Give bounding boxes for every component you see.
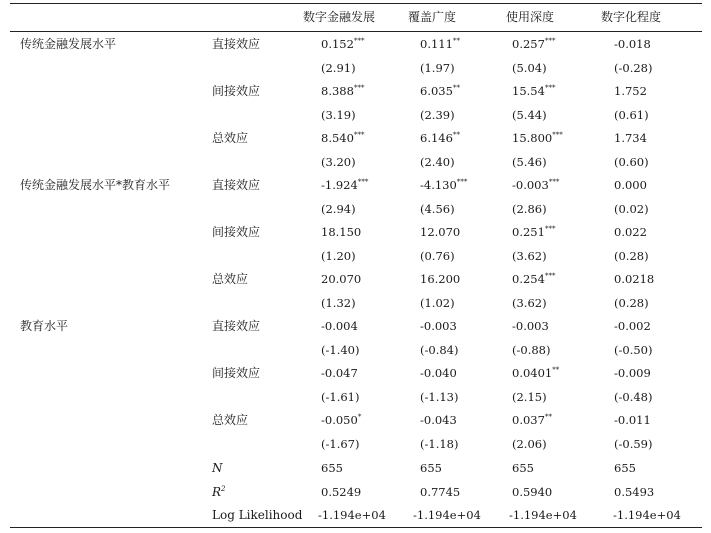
estimate-cell: 6.035** — [420, 84, 460, 98]
stat-value: 0.7745 — [420, 485, 461, 499]
t-stat-cell: (0.02) — [614, 202, 649, 216]
table-bottom-rule — [10, 527, 702, 528]
col-header-coverage-breadth: 覆盖广度 — [408, 10, 457, 24]
t-stat-cell: (-1.18) — [420, 437, 459, 451]
effect-label: 直接效应 — [212, 319, 261, 333]
t-stat-cell: (-1.67) — [321, 437, 360, 451]
t-stat-cell: (-0.50) — [614, 343, 653, 357]
group-label: 传统金融发展水平*教育水平 — [20, 178, 171, 192]
t-stat-cell: (2.40) — [420, 155, 455, 169]
t-stat-cell: (-0.59) — [614, 437, 653, 451]
t-stat-cell: (3.62) — [512, 249, 547, 263]
t-stat-cell: (2.86) — [512, 202, 547, 216]
estimate-cell: -0.040 — [420, 366, 457, 380]
estimate-cell: -0.003 — [512, 319, 549, 333]
t-stat-cell: (0.61) — [614, 108, 649, 122]
t-stat-cell: (1.32) — [321, 296, 356, 310]
t-stat-cell: (5.46) — [512, 155, 547, 169]
significance-stars: *** — [548, 178, 560, 186]
estimate-cell: 0.152*** — [321, 37, 365, 51]
estimate-cell: 0.254*** — [512, 272, 556, 286]
stat-value: -1.194e+04 — [509, 508, 577, 522]
t-stat-cell: (0.28) — [614, 296, 649, 310]
estimate-cell: 0.0218 — [614, 272, 655, 286]
col-header-digitization-level: 数字化程度 — [601, 10, 662, 24]
effect-label: 间接效应 — [212, 84, 261, 98]
estimate-cell: 15.800*** — [512, 131, 563, 145]
t-stat-cell: (1.97) — [420, 61, 455, 75]
col-header-usage-depth: 使用深度 — [506, 10, 555, 24]
t-stat-cell: (4.56) — [420, 202, 455, 216]
col-header-digital-finance: 数字金融发展 — [303, 10, 376, 24]
stat-value: -1.194e+04 — [318, 508, 386, 522]
estimate-cell: 0.111** — [420, 37, 460, 51]
t-stat-cell: (-1.61) — [321, 390, 360, 404]
group-label: 教育水平 — [20, 319, 69, 333]
estimate-cell: 20.070 — [321, 272, 362, 286]
effect-label: 间接效应 — [212, 366, 261, 380]
estimate-cell: 0.000 — [614, 178, 647, 192]
significance-stars: * — [357, 413, 362, 421]
significance-stars: ** — [552, 366, 560, 374]
significance-stars: ** — [452, 84, 460, 92]
table-header-rule — [10, 31, 702, 32]
t-stat-cell: (2.39) — [420, 108, 455, 122]
t-stat-cell: (3.62) — [512, 296, 547, 310]
t-stat-cell: (5.04) — [512, 61, 547, 75]
stat-label-log-likelihood: Log Likelihood — [212, 508, 303, 522]
estimate-cell: -0.050* — [321, 413, 362, 427]
estimate-cell: -0.047 — [321, 366, 358, 380]
stat-value: 655 — [614, 461, 636, 475]
estimate-cell: 0.022 — [614, 225, 647, 239]
stat-value: -1.194e+04 — [613, 508, 681, 522]
effect-label: 直接效应 — [212, 178, 261, 192]
estimate-cell: -0.018 — [614, 37, 651, 51]
estimate-cell: 15.54*** — [512, 84, 556, 98]
significance-stars: *** — [544, 84, 556, 92]
estimate-cell: -0.043 — [420, 413, 457, 427]
significance-stars: *** — [353, 131, 365, 139]
effect-label: 总效应 — [212, 272, 249, 286]
stat-value: -1.194e+04 — [413, 508, 481, 522]
significance-stars: *** — [544, 272, 556, 280]
estimate-cell: -4.130*** — [420, 178, 468, 192]
t-stat-cell: (3.20) — [321, 155, 356, 169]
t-stat-cell: (0.76) — [420, 249, 455, 263]
stat-label-n: N — [212, 461, 223, 475]
group-label: 传统金融发展水平 — [20, 37, 117, 51]
estimate-cell: 0.251*** — [512, 225, 556, 239]
t-stat-cell: (1.02) — [420, 296, 455, 310]
significance-stars: *** — [456, 178, 468, 186]
stat-value: 0.5249 — [321, 485, 362, 499]
stat-value: 655 — [420, 461, 442, 475]
significance-stars: ** — [452, 131, 460, 139]
estimate-cell: 1.752 — [614, 84, 647, 98]
estimate-cell: 0.037** — [512, 413, 552, 427]
estimate-cell: 18.150 — [321, 225, 362, 239]
effect-label: 总效应 — [212, 131, 249, 145]
stat-value: 0.5940 — [512, 485, 553, 499]
estimate-cell: 8.388*** — [321, 84, 365, 98]
t-stat-cell: (1.20) — [321, 249, 356, 263]
significance-stars: *** — [552, 131, 563, 139]
estimate-cell: 8.540*** — [321, 131, 365, 145]
stat-label-r-squared: $R^2$ — [212, 485, 226, 499]
significance-stars: *** — [544, 225, 556, 233]
significance-stars: *** — [353, 84, 365, 92]
estimate-cell: -0.003*** — [512, 178, 560, 192]
t-stat-cell: (2.15) — [512, 390, 547, 404]
estimate-cell: 1.734 — [614, 131, 647, 145]
t-stat-cell: (-0.48) — [614, 390, 653, 404]
estimate-cell: -0.011 — [614, 413, 651, 427]
significance-stars: *** — [544, 37, 556, 45]
t-stat-cell: (2.94) — [321, 202, 356, 216]
t-stat-cell: (-0.88) — [512, 343, 551, 357]
significance-stars: *** — [357, 178, 369, 186]
estimate-cell: -0.009 — [614, 366, 651, 380]
effect-label: 直接效应 — [212, 37, 261, 51]
estimate-cell: 12.070 — [420, 225, 461, 239]
t-stat-cell: (-0.84) — [420, 343, 459, 357]
significance-stars: *** — [353, 37, 365, 45]
t-stat-cell: (0.28) — [614, 249, 649, 263]
table-top-rule — [10, 3, 702, 4]
t-stat-cell: (0.60) — [614, 155, 649, 169]
t-stat-cell: (2.06) — [512, 437, 547, 451]
estimate-cell: -1.924*** — [321, 178, 369, 192]
t-stat-cell: (-0.28) — [614, 61, 653, 75]
effect-label: 间接效应 — [212, 225, 261, 239]
t-stat-cell: (5.44) — [512, 108, 547, 122]
estimate-cell: 0.0401** — [512, 366, 560, 380]
estimate-cell: -0.004 — [321, 319, 358, 333]
estimate-cell: -0.002 — [614, 319, 651, 333]
t-stat-cell: (3.19) — [321, 108, 356, 122]
stat-value: 655 — [321, 461, 343, 475]
estimate-cell: 6.146** — [420, 131, 460, 145]
estimate-cell: 0.257*** — [512, 37, 556, 51]
estimate-cell: 16.200 — [420, 272, 461, 286]
effect-label: 总效应 — [212, 413, 249, 427]
t-stat-cell: (-1.13) — [420, 390, 459, 404]
estimate-cell: -0.003 — [420, 319, 457, 333]
significance-stars: ** — [544, 413, 552, 421]
stat-value: 0.5493 — [614, 485, 655, 499]
t-stat-cell: (-1.40) — [321, 343, 360, 357]
t-stat-cell: (2.91) — [321, 61, 356, 75]
significance-stars: ** — [452, 37, 460, 45]
stat-value: 655 — [512, 461, 534, 475]
